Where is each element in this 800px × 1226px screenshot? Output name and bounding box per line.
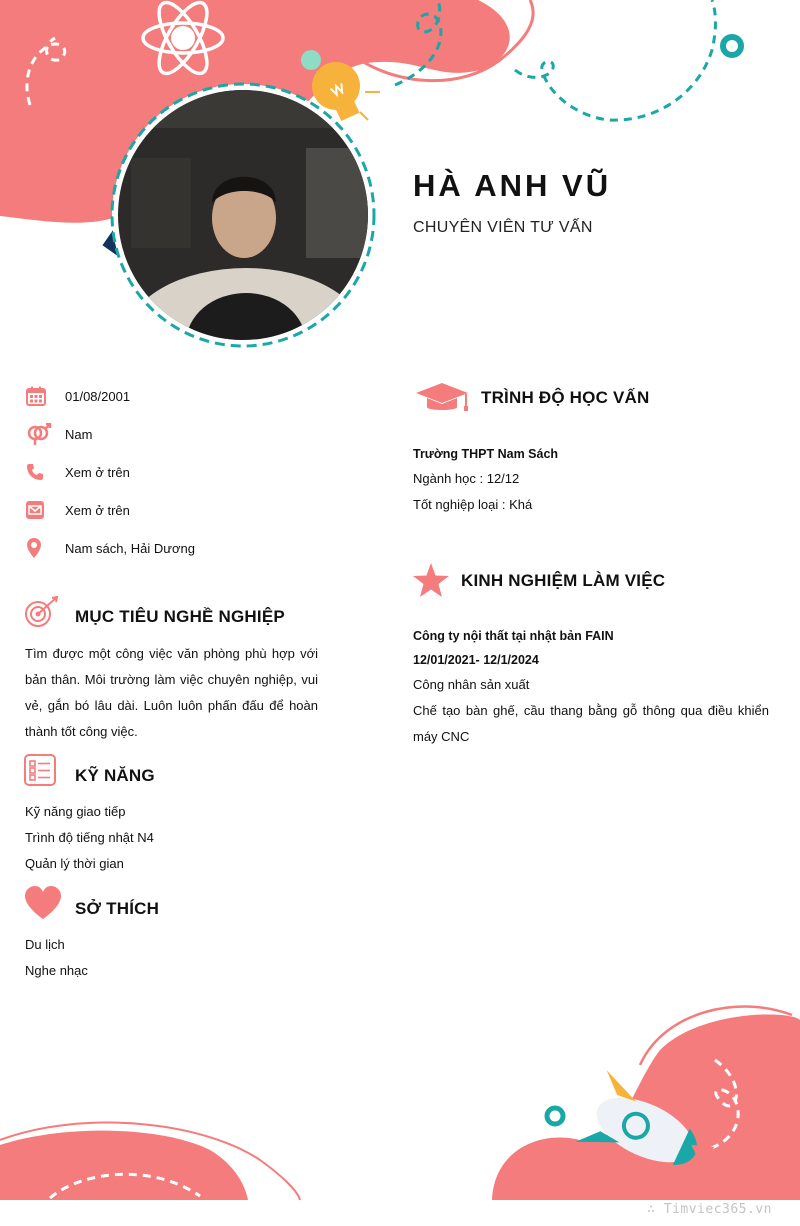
birthday-value: 01/08/2001	[65, 388, 131, 404]
skill-item: Quản lý thời gian	[25, 856, 124, 871]
skill-item: Kỹ năng giao tiếp	[25, 804, 126, 819]
dashed-swirl-right	[515, 0, 715, 120]
graduation-cap-icon	[414, 381, 470, 413]
education-school: Trường THPT Nam Sách	[413, 447, 559, 461]
education-grade: Tốt nghiệp loại : Khá	[413, 497, 533, 512]
info-phone	[26, 460, 130, 484]
email-icon	[26, 498, 54, 522]
job-title: CHUYÊN VIÊN TƯ VẤN	[413, 219, 593, 236]
objective-text	[25, 641, 318, 745]
objective-line: bản thân. Môi trường làm việc chuyên nghiệp, vui	[25, 672, 318, 687]
lightbulb-spark	[301, 50, 321, 70]
info-birthday	[26, 384, 130, 408]
hobbies-title: SỞ THÍCH	[75, 899, 160, 918]
skills-list	[25, 799, 154, 877]
education-details	[413, 442, 558, 518]
experience-desc-line: máy CNC	[413, 729, 470, 744]
location-icon	[26, 536, 54, 560]
bottom-left-blob	[0, 1131, 248, 1200]
gender-value: Nam	[65, 426, 93, 442]
objective-line: Tìm được một công việc văn phòng phù hợp với	[25, 646, 318, 661]
email-value: Xem ở trên	[65, 502, 130, 518]
skills-title: KỸ NĂNG	[75, 766, 155, 785]
phone-icon	[26, 460, 54, 484]
hobbies-list	[25, 932, 88, 984]
teal-dot-icon	[547, 1108, 563, 1124]
experience-company: Công ty nội thất tại nhật bản FAIN	[413, 629, 614, 643]
experience-period: 12/01/2021- 12/1/2024	[413, 653, 539, 667]
avatar	[116, 88, 370, 342]
heart-icon	[24, 886, 62, 920]
objective-line: thành tốt công việc.	[25, 724, 138, 739]
skill-item: Trình độ tiếng nhật N4	[25, 830, 154, 845]
hobby-item: Nghe nhạc	[25, 963, 88, 978]
experience-position: Công nhân sản xuất	[413, 677, 530, 692]
objective-title: MỤC TIÊU NGHỀ NGHIỆP	[75, 607, 285, 626]
small-ring-icon	[723, 37, 741, 55]
education-major: Ngành học : 12/12	[413, 471, 520, 486]
experience-title: KINH NGHIỆM LÀM VIỆC	[461, 571, 666, 590]
info-email	[26, 498, 130, 522]
education-title: TRÌNH ĐỘ HỌC VẤN	[481, 388, 650, 407]
calendar-icon	[26, 384, 54, 408]
objective-line: vẻ, gắn bó lâu dài. Luôn luôn phấn đấu để hoàn	[25, 698, 318, 713]
checklist-icon	[24, 754, 56, 786]
watermark: ∴ Timviec365.vn	[647, 1202, 772, 1217]
info-address	[26, 536, 195, 560]
info-gender	[26, 422, 92, 446]
phone-value: Xem ở trên	[65, 464, 130, 480]
star-icon	[413, 563, 449, 597]
candidate-name: HÀ ANH VŨ	[413, 168, 612, 203]
experience-details	[413, 624, 769, 750]
target-icon	[24, 596, 60, 630]
experience-desc-line: Chế tạo bàn ghế, cầu thang bằng gỗ thông qua điều khiển	[413, 703, 769, 718]
address-value: Nam sách, Hải Dương	[65, 540, 195, 556]
gender-icon	[26, 422, 54, 446]
hobby-item: Du lịch	[25, 937, 65, 952]
